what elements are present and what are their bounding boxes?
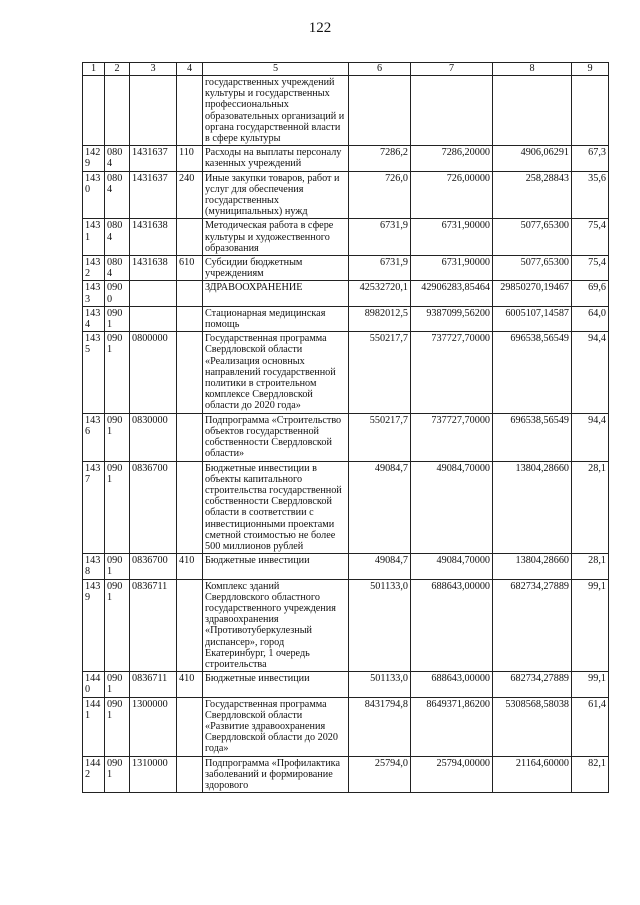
- row-number-cell: 1433: [83, 281, 105, 306]
- percent-cell: 67,3: [572, 146, 609, 171]
- item-name-cell: Стационарная медицинская помощь: [203, 306, 349, 331]
- percent-cell: [572, 76, 609, 146]
- adjusted-amount-cell: 737727,70000: [411, 413, 493, 461]
- adjusted-amount-cell: 7286,20000: [411, 146, 493, 171]
- item-name-cell: Бюджетные инвестиции: [203, 554, 349, 579]
- percent-cell: 35,6: [572, 171, 609, 219]
- page-number: 122: [308, 20, 332, 36]
- plan-amount-cell: 726,0: [349, 171, 411, 219]
- table-row: [83, 554, 609, 579]
- executed-amount-cell: 29850270,19467: [493, 281, 572, 306]
- section-code-cell: 0901: [105, 461, 130, 554]
- adjusted-amount-cell: 9387099,56200: [411, 306, 493, 331]
- article-code-cell: [130, 306, 177, 331]
- adjusted-amount-cell: 25794,00000: [411, 756, 493, 793]
- plan-amount-cell: 501133,0: [349, 579, 411, 672]
- section-code-cell: 0901: [105, 697, 130, 756]
- row-number-cell: 1430: [83, 171, 105, 219]
- percent-cell: 69,6: [572, 281, 609, 306]
- table-header-row: [83, 63, 609, 76]
- header-cell: 2: [105, 63, 130, 76]
- plan-amount-cell: 49084,7: [349, 554, 411, 579]
- row-number-cell: 1439: [83, 579, 105, 672]
- table-row: [83, 76, 609, 146]
- executed-amount-cell: 5077,65300: [493, 219, 572, 256]
- table-row: [83, 281, 609, 306]
- executed-amount-cell: 696538,56549: [493, 332, 572, 413]
- item-name-cell: Бюджетные инвестиции в объекты капитального строительства государственной собственности Свердловской области в соответствии с инвестиционными проектами сметной стоимостью не более 500 миллионов рублей: [203, 461, 349, 554]
- plan-amount-cell: 8982012,5: [349, 306, 411, 331]
- plan-amount-cell: 6731,9: [349, 256, 411, 281]
- adjusted-amount-cell: [411, 76, 493, 146]
- percent-cell: 82,1: [572, 756, 609, 793]
- section-code-cell: 0901: [105, 413, 130, 461]
- executed-amount-cell: 6005107,14587: [493, 306, 572, 331]
- executed-amount-cell: 682734,27889: [493, 579, 572, 672]
- section-code-cell: 0804: [105, 171, 130, 219]
- expense-type-cell: [177, 332, 203, 413]
- row-number-cell: 1442: [83, 756, 105, 793]
- expense-type-cell: 410: [177, 672, 203, 697]
- executed-amount-cell: 5077,65300: [493, 256, 572, 281]
- article-code-cell: 0836711: [130, 579, 177, 672]
- plan-amount-cell: 49084,7: [349, 461, 411, 554]
- item-name-cell: ЗДРАВООХРАНЕНИЕ: [203, 281, 349, 306]
- executed-amount-cell: 696538,56549: [493, 413, 572, 461]
- item-name-cell: Субсидии бюджетным учреждениям: [203, 256, 349, 281]
- row-number-cell: 1437: [83, 461, 105, 554]
- section-code-cell: 0901: [105, 554, 130, 579]
- header-cell: 3: [130, 63, 177, 76]
- adjusted-amount-cell: 737727,70000: [411, 332, 493, 413]
- header-cell: 7: [411, 63, 493, 76]
- percent-cell: 64,0: [572, 306, 609, 331]
- percent-cell: 75,4: [572, 219, 609, 256]
- expense-type-cell: [177, 306, 203, 331]
- expense-type-cell: [177, 756, 203, 793]
- row-number-cell: 1440: [83, 672, 105, 697]
- table-row: [83, 146, 609, 171]
- executed-amount-cell: 4906,06291: [493, 146, 572, 171]
- percent-cell: 94,4: [572, 413, 609, 461]
- section-code-cell: 0804: [105, 146, 130, 171]
- table-row: [83, 756, 609, 793]
- budget-table: [82, 62, 609, 793]
- adjusted-amount-cell: 6731,90000: [411, 256, 493, 281]
- table-row: [83, 219, 609, 256]
- row-number-cell: 1429: [83, 146, 105, 171]
- article-code-cell: 1431637: [130, 171, 177, 219]
- item-name-cell: Подпрограмма «Строительство объектов государственной собственности Свердловской области»: [203, 413, 349, 461]
- header-cell: 6: [349, 63, 411, 76]
- section-code-cell: 0901: [105, 332, 130, 413]
- section-code-cell: 0804: [105, 219, 130, 256]
- article-code-cell: 1300000: [130, 697, 177, 756]
- header-cell: 5: [203, 63, 349, 76]
- item-name-cell: Расходы на выплаты персоналу казенных учреждений: [203, 146, 349, 171]
- plan-amount-cell: 25794,0: [349, 756, 411, 793]
- row-number-cell: 1432: [83, 256, 105, 281]
- article-code-cell: [130, 76, 177, 146]
- row-number-cell: [83, 76, 105, 146]
- plan-amount-cell: [349, 76, 411, 146]
- table-row: [83, 672, 609, 697]
- item-name-cell: Государственная программа Свердловской области «Развитие здравоохранения Свердловской области до 2020 года»: [203, 697, 349, 756]
- header-cell: 9: [572, 63, 609, 76]
- article-code-cell: 0830000: [130, 413, 177, 461]
- article-code-cell: 1431638: [130, 219, 177, 256]
- article-code-cell: 0836711: [130, 672, 177, 697]
- percent-cell: 28,1: [572, 461, 609, 554]
- item-name-cell: Методическая работа в сфере культуры и художественного образования: [203, 219, 349, 256]
- item-name-cell: Иные закупки товаров, работ и услуг для обеспечения государственных (муниципальных) нужд: [203, 171, 349, 219]
- percent-cell: 61,4: [572, 697, 609, 756]
- table-row: [83, 256, 609, 281]
- row-number-cell: 1441: [83, 697, 105, 756]
- executed-amount-cell: 258,28843: [493, 171, 572, 219]
- table-row: [83, 413, 609, 461]
- percent-cell: 94,4: [572, 332, 609, 413]
- executed-amount-cell: 13804,28660: [493, 461, 572, 554]
- section-code-cell: 0901: [105, 672, 130, 697]
- article-code-cell: 1431638: [130, 256, 177, 281]
- expense-type-cell: [177, 461, 203, 554]
- section-code-cell: 0901: [105, 756, 130, 793]
- table-row: [83, 461, 609, 554]
- executed-amount-cell: 5308568,58038: [493, 697, 572, 756]
- row-number-cell: 1438: [83, 554, 105, 579]
- item-name-cell: Подпрограмма «Профилактика заболеваний и формирование здорового: [203, 756, 349, 793]
- plan-amount-cell: 42532720,1: [349, 281, 411, 306]
- expense-type-cell: [177, 281, 203, 306]
- expense-type-cell: 610: [177, 256, 203, 281]
- executed-amount-cell: [493, 76, 572, 146]
- header-cell: 1: [83, 63, 105, 76]
- adjusted-amount-cell: 8649371,86200: [411, 697, 493, 756]
- plan-amount-cell: 501133,0: [349, 672, 411, 697]
- adjusted-amount-cell: 49084,70000: [411, 461, 493, 554]
- expense-type-cell: 410: [177, 554, 203, 579]
- percent-cell: 75,4: [572, 256, 609, 281]
- article-code-cell: 0800000: [130, 332, 177, 413]
- header-cell: 4: [177, 63, 203, 76]
- item-name-cell: Комплекс зданий Свердловского областного государственного учреждения здравоохранения «Противотуберкулезный диспансер», город Екатеринбург, 1 очередь строительства: [203, 579, 349, 672]
- percent-cell: 28,1: [572, 554, 609, 579]
- expense-type-cell: 110: [177, 146, 203, 171]
- percent-cell: 99,1: [572, 672, 609, 697]
- article-code-cell: [130, 281, 177, 306]
- expense-type-cell: [177, 219, 203, 256]
- expense-type-cell: [177, 76, 203, 146]
- adjusted-amount-cell: 42906283,85464: [411, 281, 493, 306]
- section-code-cell: [105, 76, 130, 146]
- section-code-cell: 0901: [105, 579, 130, 672]
- row-number-cell: 1434: [83, 306, 105, 331]
- item-name-cell: Бюджетные инвестиции: [203, 672, 349, 697]
- expense-type-cell: [177, 579, 203, 672]
- expense-type-cell: 240: [177, 171, 203, 219]
- plan-amount-cell: 7286,2: [349, 146, 411, 171]
- article-code-cell: 0836700: [130, 554, 177, 579]
- executed-amount-cell: 682734,27889: [493, 672, 572, 697]
- table-row: [83, 306, 609, 331]
- expense-type-cell: [177, 697, 203, 756]
- item-name-cell: Государственная программа Свердловской области «Реализация основных направлений государственной политики в строительном комплексе Свердловской области до 2020 года»: [203, 332, 349, 413]
- table-row: [83, 697, 609, 756]
- section-code-cell: 0900: [105, 281, 130, 306]
- row-number-cell: 1431: [83, 219, 105, 256]
- article-code-cell: 0836700: [130, 461, 177, 554]
- section-code-cell: 0901: [105, 306, 130, 331]
- executed-amount-cell: 13804,28660: [493, 554, 572, 579]
- article-code-cell: 1431637: [130, 146, 177, 171]
- section-code-cell: 0804: [105, 256, 130, 281]
- percent-cell: 99,1: [572, 579, 609, 672]
- header-cell: 8: [493, 63, 572, 76]
- plan-amount-cell: 8431794,8: [349, 697, 411, 756]
- executed-amount-cell: 21164,60000: [493, 756, 572, 793]
- table-row: [83, 171, 609, 219]
- row-number-cell: 1435: [83, 332, 105, 413]
- plan-amount-cell: 550217,7: [349, 413, 411, 461]
- adjusted-amount-cell: 726,00000: [411, 171, 493, 219]
- expense-type-cell: [177, 413, 203, 461]
- table-row: [83, 332, 609, 413]
- plan-amount-cell: 550217,7: [349, 332, 411, 413]
- adjusted-amount-cell: 688643,00000: [411, 672, 493, 697]
- adjusted-amount-cell: 6731,90000: [411, 219, 493, 256]
- row-number-cell: 1436: [83, 413, 105, 461]
- adjusted-amount-cell: 49084,70000: [411, 554, 493, 579]
- article-code-cell: 1310000: [130, 756, 177, 793]
- plan-amount-cell: 6731,9: [349, 219, 411, 256]
- table-row: [83, 579, 609, 672]
- adjusted-amount-cell: 688643,00000: [411, 579, 493, 672]
- item-name-cell: государственных учреждений культуры и государственных профессиональных образовательных организаций и органа государственной власти в сфере культуры: [203, 76, 349, 146]
